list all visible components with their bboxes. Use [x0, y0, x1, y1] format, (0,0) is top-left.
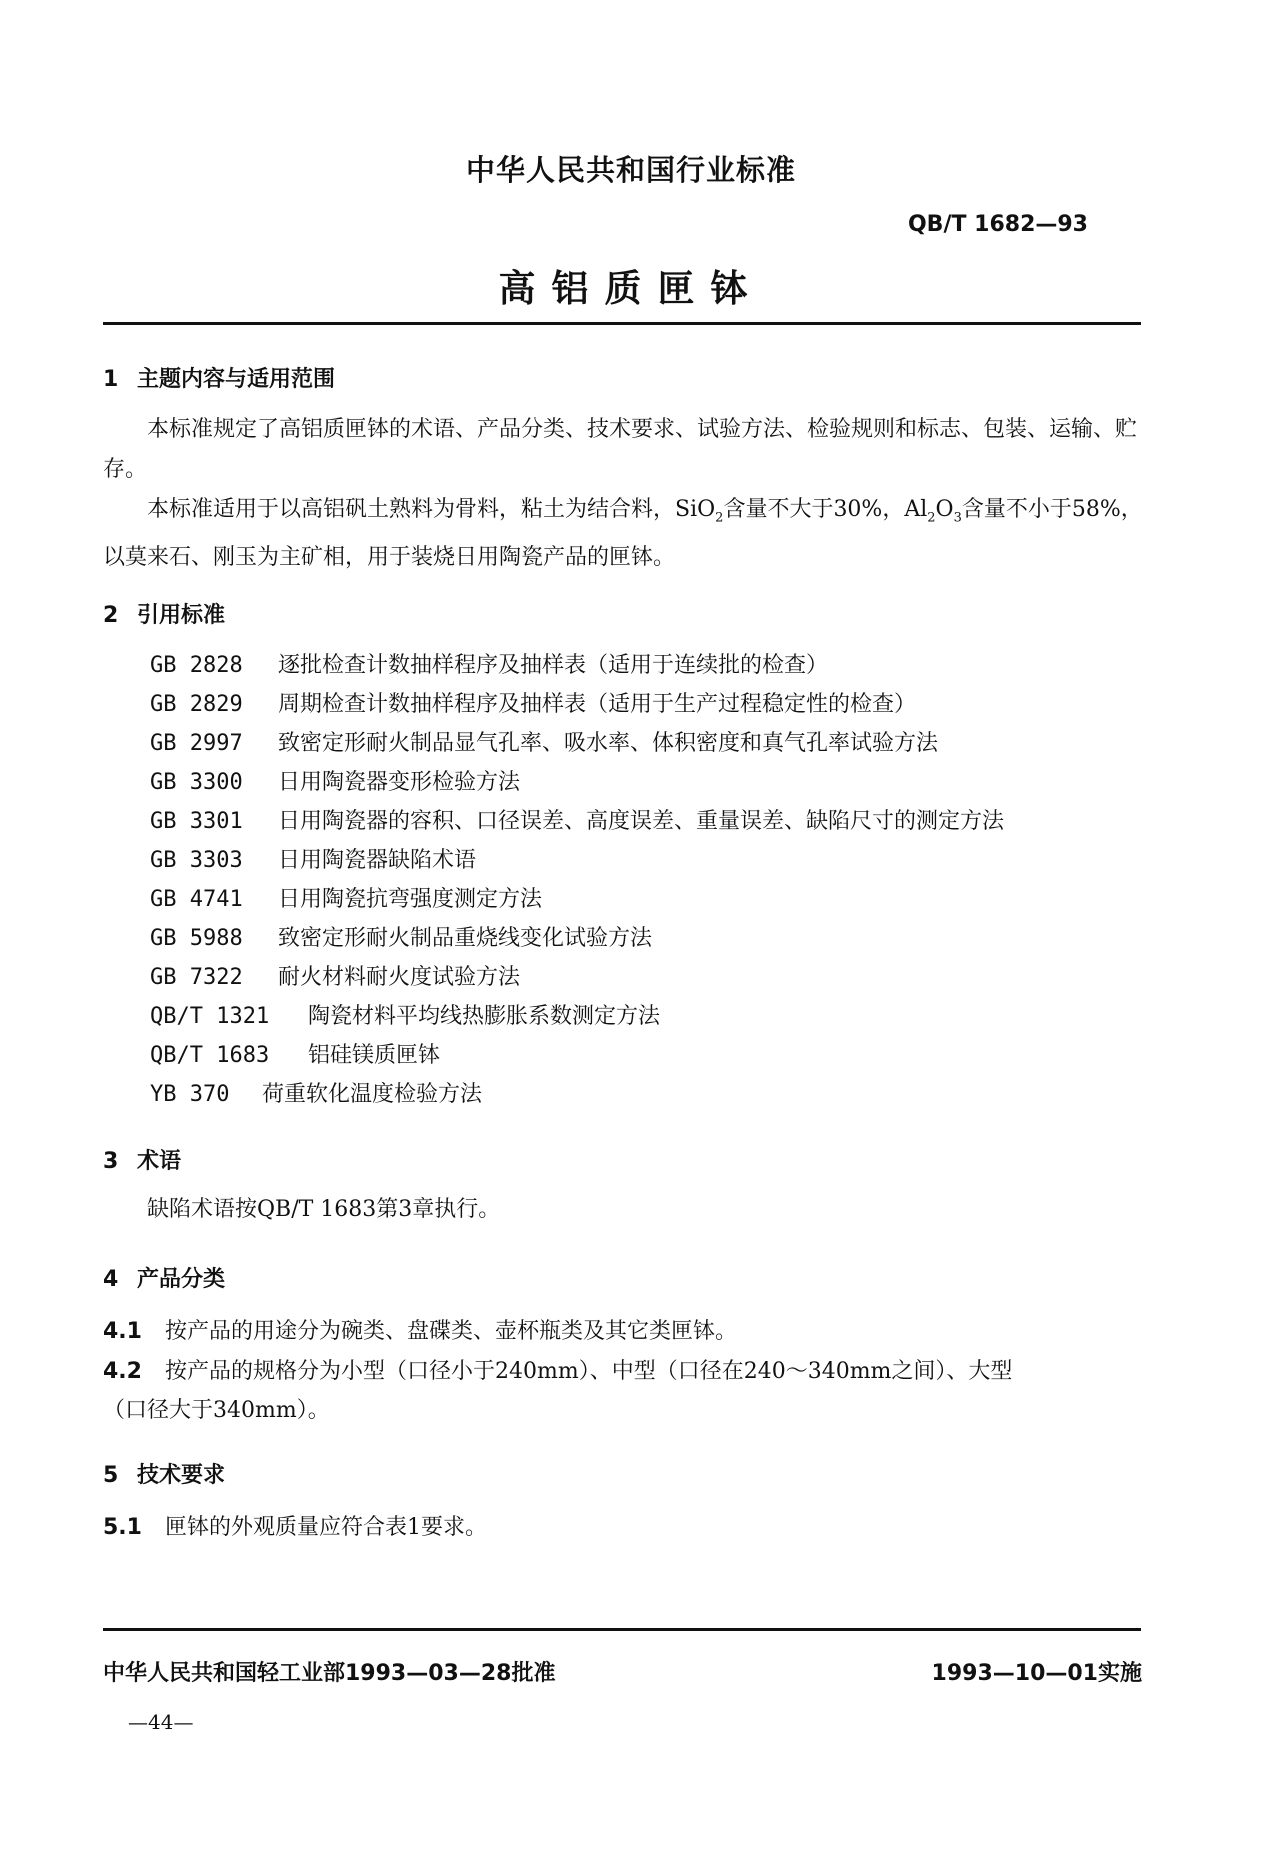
standard-code: QB/T 1682—93 [907, 212, 1088, 237]
document-title: 高铝质匣钵 [498, 267, 764, 310]
section-5-heading [103, 1458, 225, 1489]
reference-item: GB 3301 日用陶瓷器的容积、口径误差、高度误差、重量误差、缺陷尺寸的测定方法 [150, 809, 1005, 834]
reference-item: GB 4741 日用陶瓷抗弯强度测定方法 [150, 887, 543, 912]
section-1-para-1: 本标准规定了高铝质匣钵的术语、产品分类、技术要求、试验方法、检验规则和标志、包装、运输、贮存。 [103, 417, 1138, 482]
section-number: 5 [103, 1463, 119, 1488]
clause-4-1: 4.1 按产品的用途分为碗类、盘碟类、壶杯瓶类及其它类匣钵。 [103, 1319, 738, 1344]
section-number: 3 [103, 1149, 119, 1174]
effective-date: 1993—10—01实施 [931, 1661, 1142, 1686]
reference-item: GB 3300 日用陶瓷器变形检验方法 [150, 770, 521, 795]
section-1-para-2: 本标准适用于以高铝矾土熟料为骨料，粘土为结合料，SiO$_2$含量不大于30%，$Al_2O_3$含量不小于58%，以莫来石、刚玉为主矿相，用于装烧日用陶瓷产品的匣钵。 [103, 497, 1143, 571]
approval-line: 中华人民共和国轻工业部1993—03—28批准 [103, 1661, 556, 1686]
clause-4-2-continued: （口径大于340mm）。 [103, 1398, 330, 1423]
reference-item: GB 7322 耐火材料耐火度试验方法 [150, 965, 521, 990]
reference-item: GB 2828 逐批检查计数抽样程序及抽样表（适用于连续批的检查） [150, 653, 829, 678]
footer-rule [103, 1628, 1141, 1631]
page-number: —44— [128, 1710, 194, 1734]
section-4-heading [103, 1262, 225, 1293]
reference-item: GB 2997 致密定形耐火制品显气孔率、吸水率、体积密度和真气孔率试验方法 [150, 731, 939, 756]
reference-item: GB 3303 日用陶瓷器缺陷术语 [150, 848, 477, 873]
reference-item: QB/T 1321 陶瓷材料平均线热膨胀系数测定方法 [150, 1004, 661, 1029]
section-number: 1 [103, 367, 119, 392]
reference-item: GB 5988 致密定形耐火制品重烧线变化试验方法 [150, 926, 653, 951]
section-title: 产品分类 [137, 1267, 226, 1292]
section-2-heading [103, 598, 225, 629]
section-3-para: 缺陷术语按QB/T 1683第3章执行。 [147, 1197, 501, 1222]
section-title: 技术要求 [137, 1463, 226, 1488]
reference-item: YB 370 荷重软化温度检验方法 [150, 1082, 483, 1107]
section-1-heading [103, 362, 335, 393]
issuing-org: 中华人民共和国行业标准 [465, 153, 796, 187]
title-rule [103, 322, 1141, 325]
section-number: 2 [103, 603, 119, 628]
clause-5-1: 5.1 匣钵的外观质量应符合表1要求。 [103, 1515, 487, 1540]
section-title: 主题内容与适用范围 [137, 367, 336, 392]
section-number: 4 [103, 1267, 119, 1292]
reference-item: GB 2829 周期检查计数抽样程序及抽样表（适用于生产过程稳定性的检查） [150, 692, 917, 717]
section-3-heading [103, 1144, 181, 1175]
reference-item: QB/T 1683 铝硅镁质匣钵 [150, 1043, 441, 1068]
clause-4-2: 4.2 按产品的规格分为小型（口径小于240mm）、中型（口径在240～340mm之间）、大型 [103, 1359, 1013, 1384]
section-title: 引用标准 [137, 603, 226, 628]
section-title: 术语 [137, 1149, 182, 1174]
